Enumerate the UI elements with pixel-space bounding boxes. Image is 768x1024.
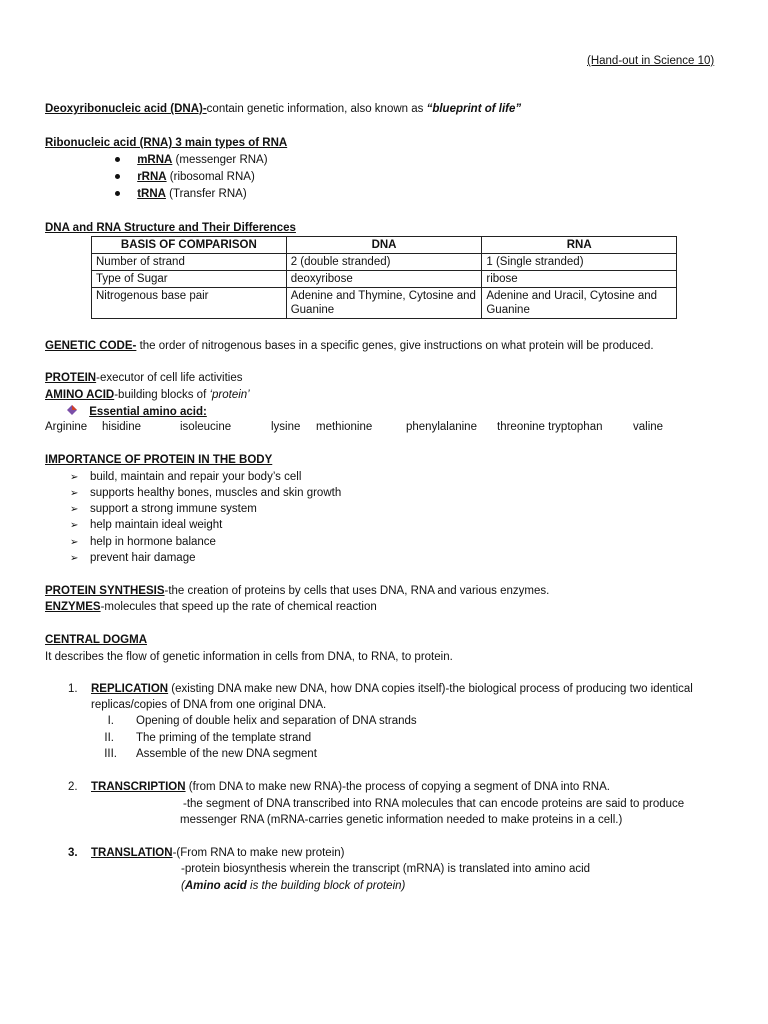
note-text: is the building block of protein) [246, 880, 406, 892]
dna-text: contain genetic information, also known as [206, 103, 427, 115]
importance-text: supports healthy bones, muscles and skin growth [90, 487, 342, 499]
amino-acid-item: lysine [271, 421, 301, 433]
step-text: Opening of double helix and separation of DNA strands [136, 715, 417, 727]
transcription-text-2: -the segment of DNA transcribed into RNA molecules that can encode proteins are said to produce [183, 798, 685, 810]
step-text: The priming of the template strand [136, 732, 312, 744]
amino-acid-quote: ‘protein’ [209, 389, 250, 401]
essential-amino-label [66, 404, 207, 419]
comparison-table [91, 236, 677, 319]
bullet-icon [115, 174, 120, 179]
step-text: Assemble of the new DNA segment [136, 748, 317, 760]
table-cell: deoxyribose [286, 271, 482, 288]
synthesis-line [45, 584, 549, 598]
step-number: II. [104, 732, 114, 744]
dna-term: Deoxyribonucleic acid (DNA)- [45, 103, 207, 115]
dogma-text: It describes the flow of genetic information in cells from DNA, to RNA, to protein. [45, 651, 453, 663]
enzymes-text: -molecules that speed up the rate of chemical reaction [100, 601, 377, 613]
translation-line [91, 846, 344, 860]
transcription-line [91, 780, 610, 794]
table-row [92, 271, 677, 288]
amino-acid-item: Arginine [45, 421, 88, 433]
rna-type-abbr: rRNA [137, 171, 167, 183]
translation-text: -(From RNA to make new protein) [172, 847, 345, 859]
replication-line [91, 682, 693, 696]
table-cell: 2 (double stranded) [286, 254, 482, 271]
bullet-icon [115, 157, 120, 162]
step-number: I. [107, 715, 114, 727]
transcription-text: (from DNA to make new RNA)-the process of copying a segment of DNA into RNA. [185, 781, 610, 793]
importance-text: build, maintain and repair your body’s cell [90, 471, 302, 483]
genetic-code-term: GENETIC CODE- [45, 340, 137, 352]
genetic-code-line [45, 339, 654, 353]
essential-label: Essential amino acid: [89, 406, 207, 418]
amino-acid-item: phenylalanine [406, 421, 477, 433]
replication-number: 1. [68, 683, 78, 695]
importance-item [70, 486, 342, 501]
table-header: RNA [482, 237, 677, 254]
table-header: BASIS OF COMPARISON [92, 237, 287, 254]
arrow-bullet-icon: ➢ [70, 504, 79, 515]
dna-quote: “blueprint of life” [426, 103, 522, 115]
note-open-paren: ( [181, 880, 185, 892]
importance-item [70, 502, 257, 517]
step-number: III. [104, 748, 117, 760]
rna-heading: Ribonucleic acid (RNA) 3 main types of RNA [45, 137, 288, 149]
amino-acid-line [45, 388, 250, 402]
replication-text-2: replicas/copies of DNA from one original DNA. [91, 699, 327, 711]
translation-number: 3. [68, 847, 78, 859]
table-header-row [92, 237, 677, 254]
rna-type-item [115, 170, 255, 184]
importance-item [70, 470, 302, 485]
handout-label: (Hand-out in Science 10) [587, 55, 715, 67]
note-term: Amino acid [184, 880, 247, 892]
dna-definition [45, 102, 521, 116]
translation-note [181, 879, 405, 893]
table-cell: 1 (Single stranded) [482, 254, 677, 271]
rna-type-desc: (Transfer RNA) [165, 188, 247, 200]
importance-heading: IMPORTANCE OF PROTEIN IN THE BODY [45, 454, 273, 466]
enzymes-term: ENZYMES [45, 601, 101, 613]
arrow-bullet-icon: ➢ [70, 553, 79, 564]
transcription-number: 2. [68, 781, 78, 793]
replication-text: (existing DNA make new DNA, how DNA copies itself)-the biological process of producing two identical [168, 683, 693, 695]
amino-acid-item: hisidine [102, 421, 141, 433]
synthesis-text: -the creation of proteins by cells that uses DNA, RNA and various enzymes. [164, 585, 550, 597]
rna-type-item [115, 187, 247, 201]
arrow-bullet-icon: ➢ [70, 520, 79, 531]
table-row [92, 254, 677, 271]
amino-acid-text: -building blocks of [114, 389, 210, 401]
amino-acid-item: threonine tryptophan [497, 421, 603, 433]
table-cell: Number of strand [92, 254, 287, 271]
rna-type-abbr: tRNA [137, 188, 166, 200]
replication-term: REPLICATION [91, 683, 169, 695]
protein-line [45, 371, 243, 385]
importance-item [70, 535, 216, 550]
transcription-text-3: messenger RNA (mRNA-carries genetic information needed to make proteins in a cell.) [180, 814, 623, 826]
arrow-bullet-icon: ➢ [70, 537, 79, 548]
table-cell: Adenine and Thymine, Cytosine and Guanine [286, 288, 482, 319]
importance-text: help maintain ideal weight [90, 519, 223, 531]
importance-item [70, 518, 223, 533]
rna-type-desc: (messenger RNA) [172, 154, 268, 166]
amino-acid-term: AMINO ACID [45, 389, 115, 401]
amino-acid-item: isoleucine [180, 421, 232, 433]
dogma-heading: CENTRAL DOGMA [45, 634, 148, 646]
translation-text-2: -protein biosynthesis wherein the transcript (mRNA) is translated into amino acid [181, 863, 591, 875]
table-row [92, 288, 677, 319]
comparison-heading: DNA and RNA Structure and Their Differences [45, 222, 296, 234]
amino-acid-item: valine [633, 421, 664, 433]
table-cell: ribose [482, 271, 677, 288]
translation-term: TRANSLATION [91, 847, 173, 859]
genetic-code-text: the order of nitrogenous bases in a specific genes, give instructions on what protein will be produced. [136, 340, 654, 352]
table-cell: Type of Sugar [92, 271, 287, 288]
importance-item [70, 551, 196, 566]
importance-text: prevent hair damage [90, 552, 196, 564]
importance-text: help in hormone balance [90, 536, 216, 548]
protein-term: PROTEIN [45, 372, 97, 384]
synthesis-term: PROTEIN SYNTHESIS [45, 585, 165, 597]
table-header: DNA [286, 237, 482, 254]
table-cell: Nitrogenous base pair [92, 288, 287, 319]
amino-acid-item: methionine [316, 421, 373, 433]
enzymes-line [45, 600, 377, 614]
rna-type-desc: (ribosomal RNA) [166, 171, 255, 183]
rna-type-item [115, 153, 268, 167]
protein-text: -executor of cell life activities [96, 372, 243, 384]
arrow-bullet-icon: ➢ [70, 472, 79, 483]
diamond-arrow-icon [66, 404, 78, 416]
importance-text: support a strong immune system [90, 503, 257, 515]
bullet-icon [115, 191, 120, 196]
arrow-bullet-icon: ➢ [70, 488, 79, 499]
transcription-term: TRANSCRIPTION [91, 781, 186, 793]
rna-type-abbr: mRNA [137, 154, 173, 166]
table-cell: Adenine and Uracil, Cytosine and Guanine [482, 288, 677, 319]
